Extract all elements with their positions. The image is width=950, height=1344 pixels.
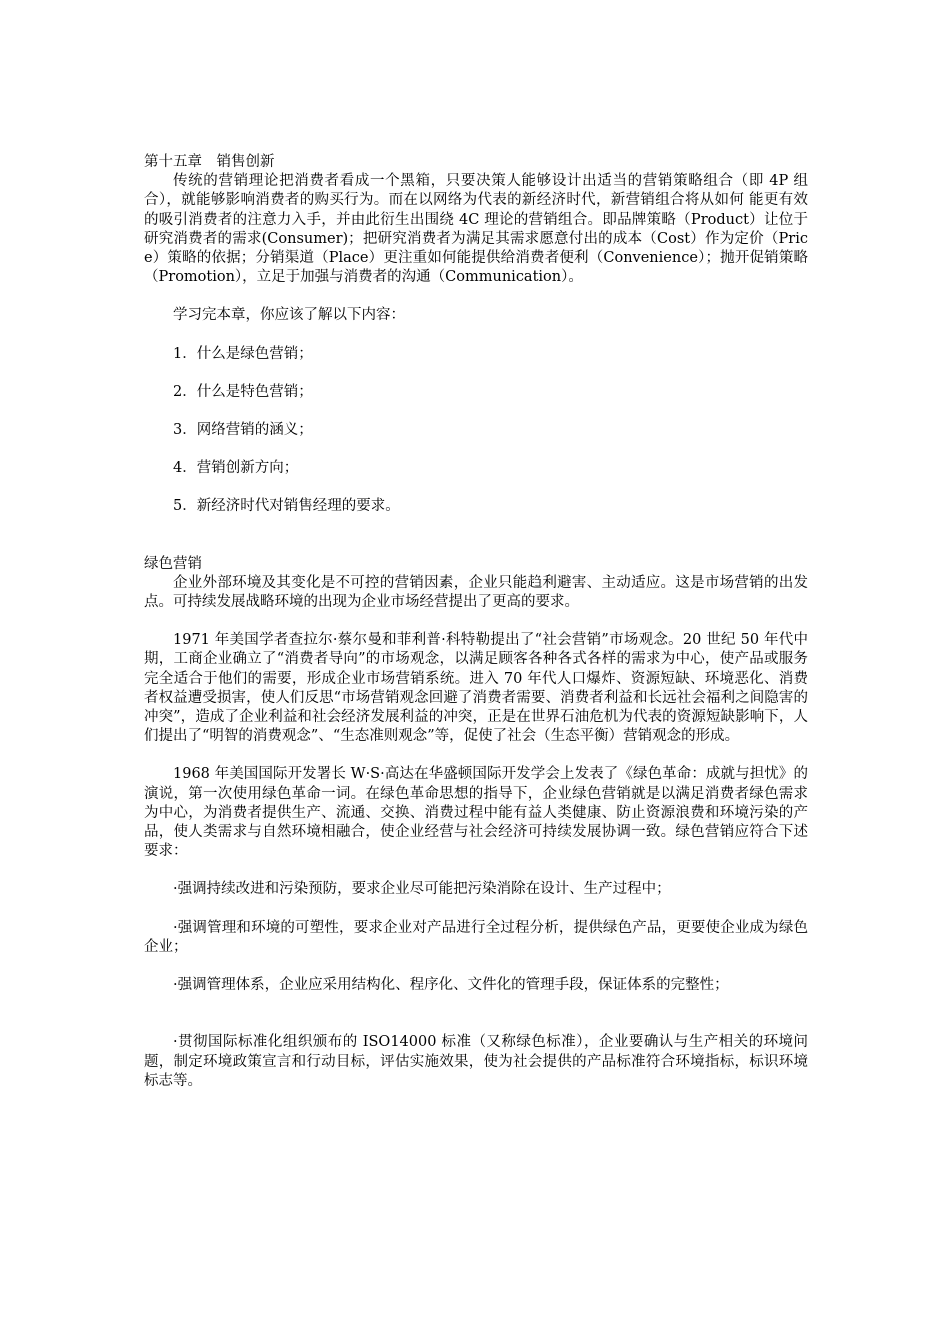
requirement-item: ·贯彻国际标准化组织颁布的 ISO14000 标准（又称绿色标准），企业要确认与生产相关的环境问题，制定环境政策宣言和行动目标，评估实施效果，使为社会提供的产品标准符合环境指标，标识环境标志等。 (144, 1034, 808, 1089)
objective-item: 2．什么是特色营销； (173, 383, 313, 400)
document-page (144, 153, 808, 1091)
requirement-item: ·强调管理和环境的可塑性，要求企业对产品进行全过程分析，提供绿色产品，更要使企业成为绿色企业； (144, 919, 808, 955)
objectives-lead: 学习完本章，你应该了解以下内容： (173, 307, 405, 324)
chapter-title: 第十五章 销售创新 (144, 154, 275, 170)
objective-item: 5．新经济时代对销售经理的要求。 (173, 498, 400, 515)
section-intro-paragraph: 企业外部环境及其变化是不可控的营销因素，企业只能趋利避害、主动适应。这是市场营销的出发点。可持续发展战略环境的出现为企业市场经营提出了更高的要求。 (144, 574, 808, 611)
green-revolution-paragraph: 1968 年美国国际开发署长 W·S·高达在华盛顿国际开发学会上发表了《绿色革命：成就与担忧》的演说，第一次使用绿色革命一词。在绿色革命思想的指导下，企业绿色营销就是以满足消费者绿色需求为中心，为消费者提供生产、流通、交换、消费过程中能有益人类健康、防止资源浪费和环境污染的产品，使人类需求与自然环境相融合，使企业经营与社会经济可持续发展协调一致。绿色营销应符合下述要求： (144, 766, 808, 860)
requirement-item: ·强调持续改进和污染预防，要求企业尽可能把污染消除在设计、生产过程中； (173, 881, 671, 898)
social-marketing-paragraph: 1971 年美国学者查拉尔·蔡尔曼和菲利普·科特勒提出了“社会营销”市场观念。20 世纪 50 年代中期，工商企业确立了“消费者导向”的市场观念，以满足顾客各种各式各样的需求为中心，使产品或服务完全适合于他们的需要，形成企业市场营销系统。进入 70 年代人口爆炸、资源短缺、环境恶化、消费者权益遭受损害，使人们反思“市场营销观念回避了消费者需要、消费者利益和长远社会福利之间隐害的冲突”，造成了企业利益和社会经济发展利益的冲突，正是在世界石油危机为代表的资源短缺影响下，人们提出了“明智的消费观念”、“生态准则观念”等，促使了社会（生态平衡）营销观念的形成。 (144, 632, 808, 745)
intro-paragraph: 传统的营销理论把消费者看成一个黑箱，只要决策人能够设计出适当的营销策略组合（即 4P 组合），就能够影响消费者的购买行为。而在以网络为代表的新经济时代，新营销组合将从如何 能更有效的吸引消费者的注意力入手，并由此衍生出围绕 4C 理论的营销组合。即品牌策略（Product）让位于研究消费者的需求(Consumer)；把研究消费者为满足其需求愿意付出的成本（Cost）作为定价（Price）策略的依据；分销渠道（Place）更注重如何能提供给消费者便利（Convenience）；抛开促销策略（Promotion），立足于加强与消费者的沟通（Communication）。 (144, 173, 808, 286)
section-title: 绿色营销 (144, 555, 202, 572)
requirement-item: ·强调管理体系，企业应采用结构化、程序化、文件化的管理手段，保证体系的完整性； (173, 977, 729, 994)
objective-item: 1．什么是绿色营销； (173, 345, 313, 362)
objective-item: 4．营销创新方向； (173, 460, 299, 477)
objective-item: 3．网络营销的涵义； (173, 422, 313, 439)
